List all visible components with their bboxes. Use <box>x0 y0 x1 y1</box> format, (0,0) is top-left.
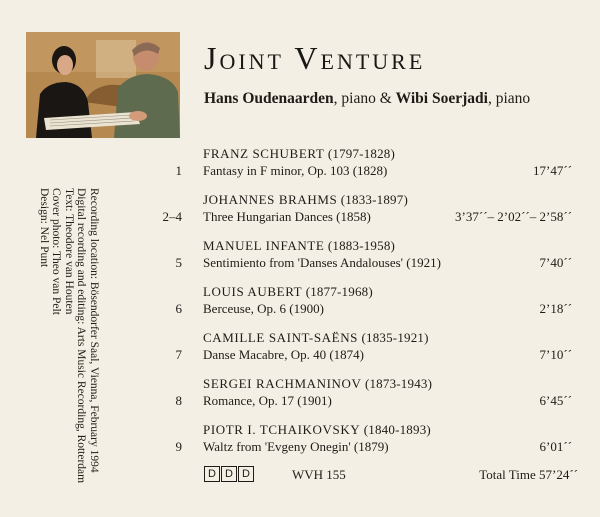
credit-cover-photo: Cover photo: Theo van Pelt <box>50 188 63 315</box>
credit-design: Design: Nel Punt <box>37 188 50 268</box>
credit-text: Text: Theodore van Houten <box>62 188 75 315</box>
track-item <box>150 192 580 232</box>
track-work: Romance, Op. 17 (1901) <box>203 393 332 408</box>
track-work: Danse Macabre, Op. 40 (1874) <box>203 347 365 362</box>
composer-dates: (1883-1958) <box>327 238 396 253</box>
track-work: Berceuse, Op. 6 (1900) <box>203 301 324 316</box>
composer <box>203 330 429 346</box>
track-item <box>150 146 580 186</box>
photo-two-pianists-icon <box>26 32 180 138</box>
track-number: 1 <box>175 163 182 178</box>
track-number: 9 <box>175 439 182 454</box>
instrument-1: , piano & <box>333 90 396 107</box>
credit-recording-editing: Digital recording and editing: Arts Music Recording, Rotterdam <box>75 188 88 484</box>
total-time: Total Time 57’24´´ <box>479 467 578 482</box>
cover-photo <box>26 32 180 138</box>
credits-block <box>28 188 100 504</box>
track-work: Three Hungarian Dances (1858) <box>203 209 371 224</box>
track-duration: 6’45´´ <box>539 393 572 408</box>
ddd-letter: D <box>238 466 254 482</box>
composer-name: JOHANNES BRAHMS <box>203 192 338 207</box>
track-item <box>150 238 580 278</box>
track-duration: 17’47´´ <box>533 163 572 178</box>
track-duration: 7’40´´ <box>539 255 572 270</box>
credit-recording-location: Recording location: Bösendorfer Saal, Vienna, February 1994 <box>88 188 100 473</box>
track-number: 7 <box>175 347 182 362</box>
composer-dates: (1840-1893) <box>363 422 431 437</box>
track-item <box>150 422 580 462</box>
performer-2: Wibi Soerjadi <box>395 90 488 107</box>
track-work: Sentimiento from 'Danses Andalouses' (1921) <box>203 255 441 270</box>
composer <box>203 284 373 300</box>
composer-name: PIOTR I. TCHAIKOVSKY <box>203 422 361 437</box>
track-work: Fantasy in F minor, Op. 103 (1828) <box>203 163 388 178</box>
track-duration: 3’37´´– 2’02´´– 2’58´´ <box>455 209 572 224</box>
track-number: 8 <box>175 393 182 408</box>
composer <box>203 192 408 208</box>
track-number: 5 <box>175 255 182 270</box>
catalog-number: WVH 155 <box>292 467 346 482</box>
composer-name: CAMILLE SAINT-SAËNS <box>203 330 359 345</box>
composer-dates: (1835-1921) <box>361 330 429 345</box>
track-item <box>150 376 580 416</box>
composer-name: LOUIS AUBERT <box>203 284 303 299</box>
track-work: Waltz from 'Evgeny Onegin' (1879) <box>203 439 389 454</box>
composer-name: MANUEL INFANTE <box>203 238 325 253</box>
ddd-badge <box>204 466 254 482</box>
composer-dates: (1797-1828) <box>327 146 396 161</box>
track-duration: 7’10´´ <box>539 347 572 362</box>
track-item <box>150 330 580 370</box>
track-number: 6 <box>175 301 182 316</box>
instrument-2: , piano <box>487 90 531 107</box>
composer-dates: (1873-1943) <box>364 376 433 391</box>
track-duration: 6’01´´ <box>539 439 572 454</box>
performer-1: Hans Oudenaarden <box>204 90 334 107</box>
track-duration: 2’18´´ <box>539 301 572 316</box>
composer-dates: (1833-1897) <box>340 192 408 207</box>
ddd-letter: D <box>204 466 220 482</box>
composer <box>203 146 395 162</box>
album-title: Joint Venture <box>204 40 426 76</box>
composer-dates: (1877-1968) <box>305 284 373 299</box>
performers-line <box>204 90 530 108</box>
composer-name: FRANZ SCHUBERT <box>203 146 325 161</box>
track-item <box>150 284 580 324</box>
ddd-letter: D <box>221 466 237 482</box>
composer <box>203 238 395 254</box>
composer <box>203 376 432 392</box>
composer-name: SERGEI RACHMANINOV <box>203 376 362 391</box>
composer <box>203 422 431 438</box>
track-number: 2–4 <box>162 209 182 224</box>
